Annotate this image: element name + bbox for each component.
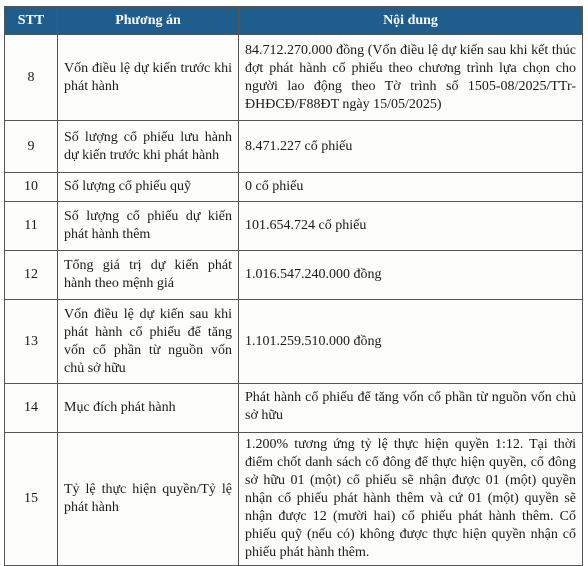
row-stt: 10 <box>5 173 58 202</box>
row-option: Mục đích phát hành <box>58 384 239 433</box>
row-option: Vốn điều lệ dự kiến trước khi phát hành <box>58 35 239 121</box>
header-content: Nội dung <box>239 7 583 35</box>
row-option: Số lượng cổ phiếu lưu hành dự kiến trước khi phát hành <box>58 121 239 173</box>
table-row <box>5 35 583 121</box>
table-row <box>5 433 583 566</box>
issuance-plan-table <box>4 6 583 566</box>
row-content: 8.471.227 cổ phiếu <box>239 121 583 173</box>
row-stt: 14 <box>5 384 58 433</box>
row-stt: 9 <box>5 121 58 173</box>
row-stt: 12 <box>5 251 58 300</box>
row-content: 1.101.259.510.000 đồng <box>239 300 583 384</box>
row-content: 1.200% tương ứng tỷ lệ thực hiện quyền 1:12. Tại thời điểm chốt danh sách cổ đông để thực hiện quyền, cổ đông sở hữu 01 (một) cổ phiếu sẽ nhận được 01 (một) quyền nhận cổ phiếu phát hành thêm và cứ 01 (một) quyền sẽ nhận được 12 (mười hai) cổ phiếu phát hành thêm. Cổ phiếu quỹ (nếu có) không được thực hiện quyền nhận cổ phiếu phát hành thêm. <box>239 433 583 566</box>
table-row <box>5 121 583 173</box>
table-row <box>5 251 583 300</box>
table-row <box>5 300 583 384</box>
row-content: 0 cổ phiếu <box>239 173 583 202</box>
table-row <box>5 202 583 251</box>
table-row <box>5 173 583 202</box>
row-option: Số lượng cổ phiếu dự kiến phát hành thêm <box>58 202 239 251</box>
table-row <box>5 384 583 433</box>
row-option: Số lượng cổ phiếu quỹ <box>58 173 239 202</box>
row-option: Tổng giá trị dự kiến phát hành theo mệnh giá <box>58 251 239 300</box>
row-content: Phát hành cổ phiếu để tăng vốn cổ phần từ nguồn vốn chủ sở hữu <box>239 384 583 433</box>
header-stt: STT <box>5 7 58 35</box>
header-option: Phương án <box>58 7 239 35</box>
row-content: 101.654.724 cổ phiếu <box>239 202 583 251</box>
table-header-row <box>5 7 583 35</box>
row-stt: 11 <box>5 202 58 251</box>
row-content: 84.712.270.000 đồng (Vốn điều lệ dự kiến sau khi kết thúc đợt phát hành cổ phiếu theo chương trình lựa chọn cho người lao động theo Tờ trình số 1505-08/2025/TTr-ĐHĐCĐ/F88ĐT ngày 15/05/2025) <box>239 35 583 121</box>
row-option: Vốn điều lệ dự kiến sau khi phát hành cổ phiếu để tăng vốn cổ phần từ nguồn vốn chủ sở hữu <box>58 300 239 384</box>
row-stt: 8 <box>5 35 58 121</box>
row-stt: 15 <box>5 433 58 566</box>
row-option: Tỷ lệ thực hiện quyền/Tỷ lệ phát hành <box>58 433 239 566</box>
row-content: 1.016.547.240.000 đồng <box>239 251 583 300</box>
document-page <box>4 6 582 566</box>
row-stt: 13 <box>5 300 58 384</box>
